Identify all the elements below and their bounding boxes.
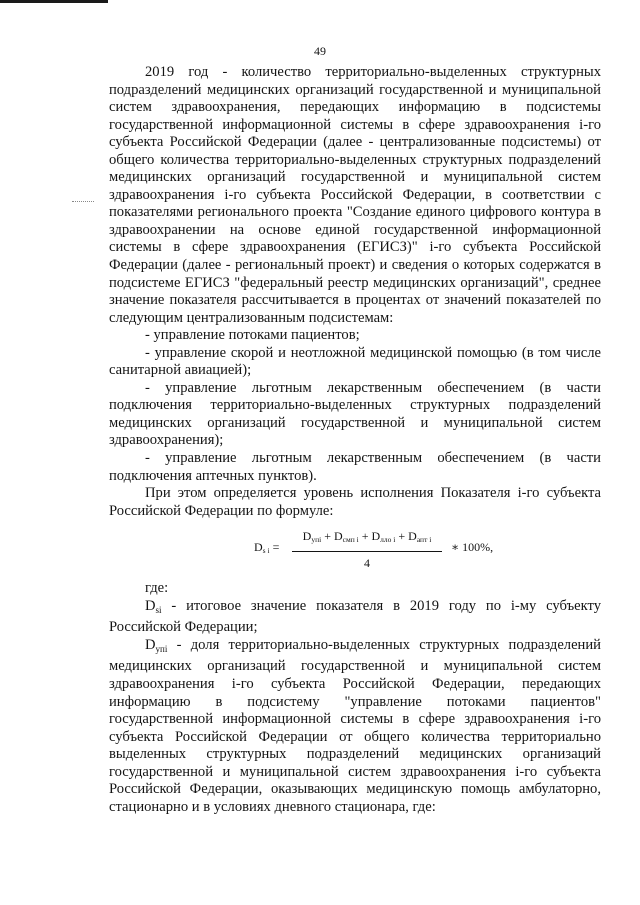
dupi-definition	[109, 637, 601, 816]
dsi-text: - итоговое значение показателя в 2019 году по i-му субъекту Российской Федерации;	[109, 597, 601, 636]
dsi-symbol: D	[145, 597, 156, 614]
formula-term-up-sub: упi	[311, 535, 322, 545]
formula-term-llo: D	[371, 529, 381, 544]
formula-plus-1: +	[324, 529, 331, 544]
formula-term-up: D	[302, 529, 312, 544]
formula-lhs	[254, 539, 279, 560]
formula-term-apt-sub: апт i	[416, 535, 432, 545]
formula-term-smp-sub: смп i	[342, 535, 359, 545]
where-label: где:	[145, 580, 169, 597]
dupi-text: - доля территориально-выделенных структурных подразделений медицинских организаций государственной и муниципальной систем здравоохранения i-го субъекта Российской Федерации, передающих информацию в подсистему "управление потоками пациентов" государственной информационной системы в сфере здравоохранения i-го субъекта Российской Федерации от общего количества территориально выделенных структурных подразделений медицинских организаций государственной и муниципальной систем здравоохранения i-го субъекта Российской Федерации, оказывающих медицинскую помощь амбулаторно, стационарно и в условиях дневного стационара, где:	[109, 636, 601, 815]
formula-term-apt: D	[408, 529, 417, 544]
list-item-drug-provision-pharmacies: - управление льготным лекарственным обеспечением (в части подключения аптечных пунктов).	[109, 450, 601, 484]
formula-lhs-symbol: D	[254, 540, 263, 555]
list-item-drug-provision-units: - управление льготным лекарственным обеспечением (в части подключения территориально-выделенных структурных подразделений медицинских организаций государственной и муниципальной систем здравоохранения);	[109, 379, 601, 449]
formula	[109, 526, 601, 570]
formula-denominator: 4	[364, 555, 370, 570]
formula-equals: =	[272, 540, 280, 555]
top-scan-rule	[0, 0, 108, 3]
formula-numerator	[292, 528, 442, 549]
formula-plus-2: +	[361, 529, 369, 544]
formula-fraction-bar	[292, 551, 442, 552]
formula-term-llo-sub: лло i	[380, 535, 396, 545]
dupi-symbol: D	[145, 636, 156, 653]
document-body	[109, 64, 601, 816]
formula-lhs-subscript: s i	[262, 546, 270, 556]
formula-term-smp: D	[333, 529, 343, 544]
list-item-patient-flow: - управление потоками пациентов;	[145, 327, 360, 344]
formula-multiplier: ∗ 100%,	[451, 540, 494, 555]
formula-intro: При этом определяется уровень исполнения Показателя i-го субъекта Российской Федерации по формуле:	[109, 485, 601, 519]
dsi-definition	[109, 598, 601, 637]
dupi-subscript: упi	[155, 643, 168, 654]
list-item-emergency-care: - управление скорой и неотложной медицинской помощью (в том числе санитарной авиацией);	[109, 344, 601, 379]
dsi-subscript: si	[155, 604, 162, 615]
formula-fraction	[292, 528, 442, 572]
intro-paragraph: 2019 год - количество территориально-выделенных структурных подразделений медицинских организаций государственной и муниципальной систем здравоохранения, передающих информацию в подсистемы государственной информационной системы в сфере здравоохранения i-го субъекта Российской Федерации (далее - централизованные подсистемы) от общего количества территориально-выделенных структурных подразделений медицинских организаций государственной и муниципальной систем здравоохранения i-го субъекта Российской Федерации, в соответствии с показателями регионального проекта "Создание единого цифрового контура в здравоохранении на основе единой государственной информационной системы в сфере здравоохранения (ЕГИСЗ)" i-го субъекта Российской Федерации (далее - региональный проект) и сведения о которых содержатся в подсистеме ЕГИСЗ "федеральный реестр медицинских организаций", среднее значение показателя рассчитывается в процентах от значений показателей по следующим централизованным подсистемам:	[109, 64, 601, 326]
margin-mark	[72, 201, 94, 202]
formula-plus-3: +	[398, 529, 406, 544]
page-number: 49	[314, 44, 326, 58]
